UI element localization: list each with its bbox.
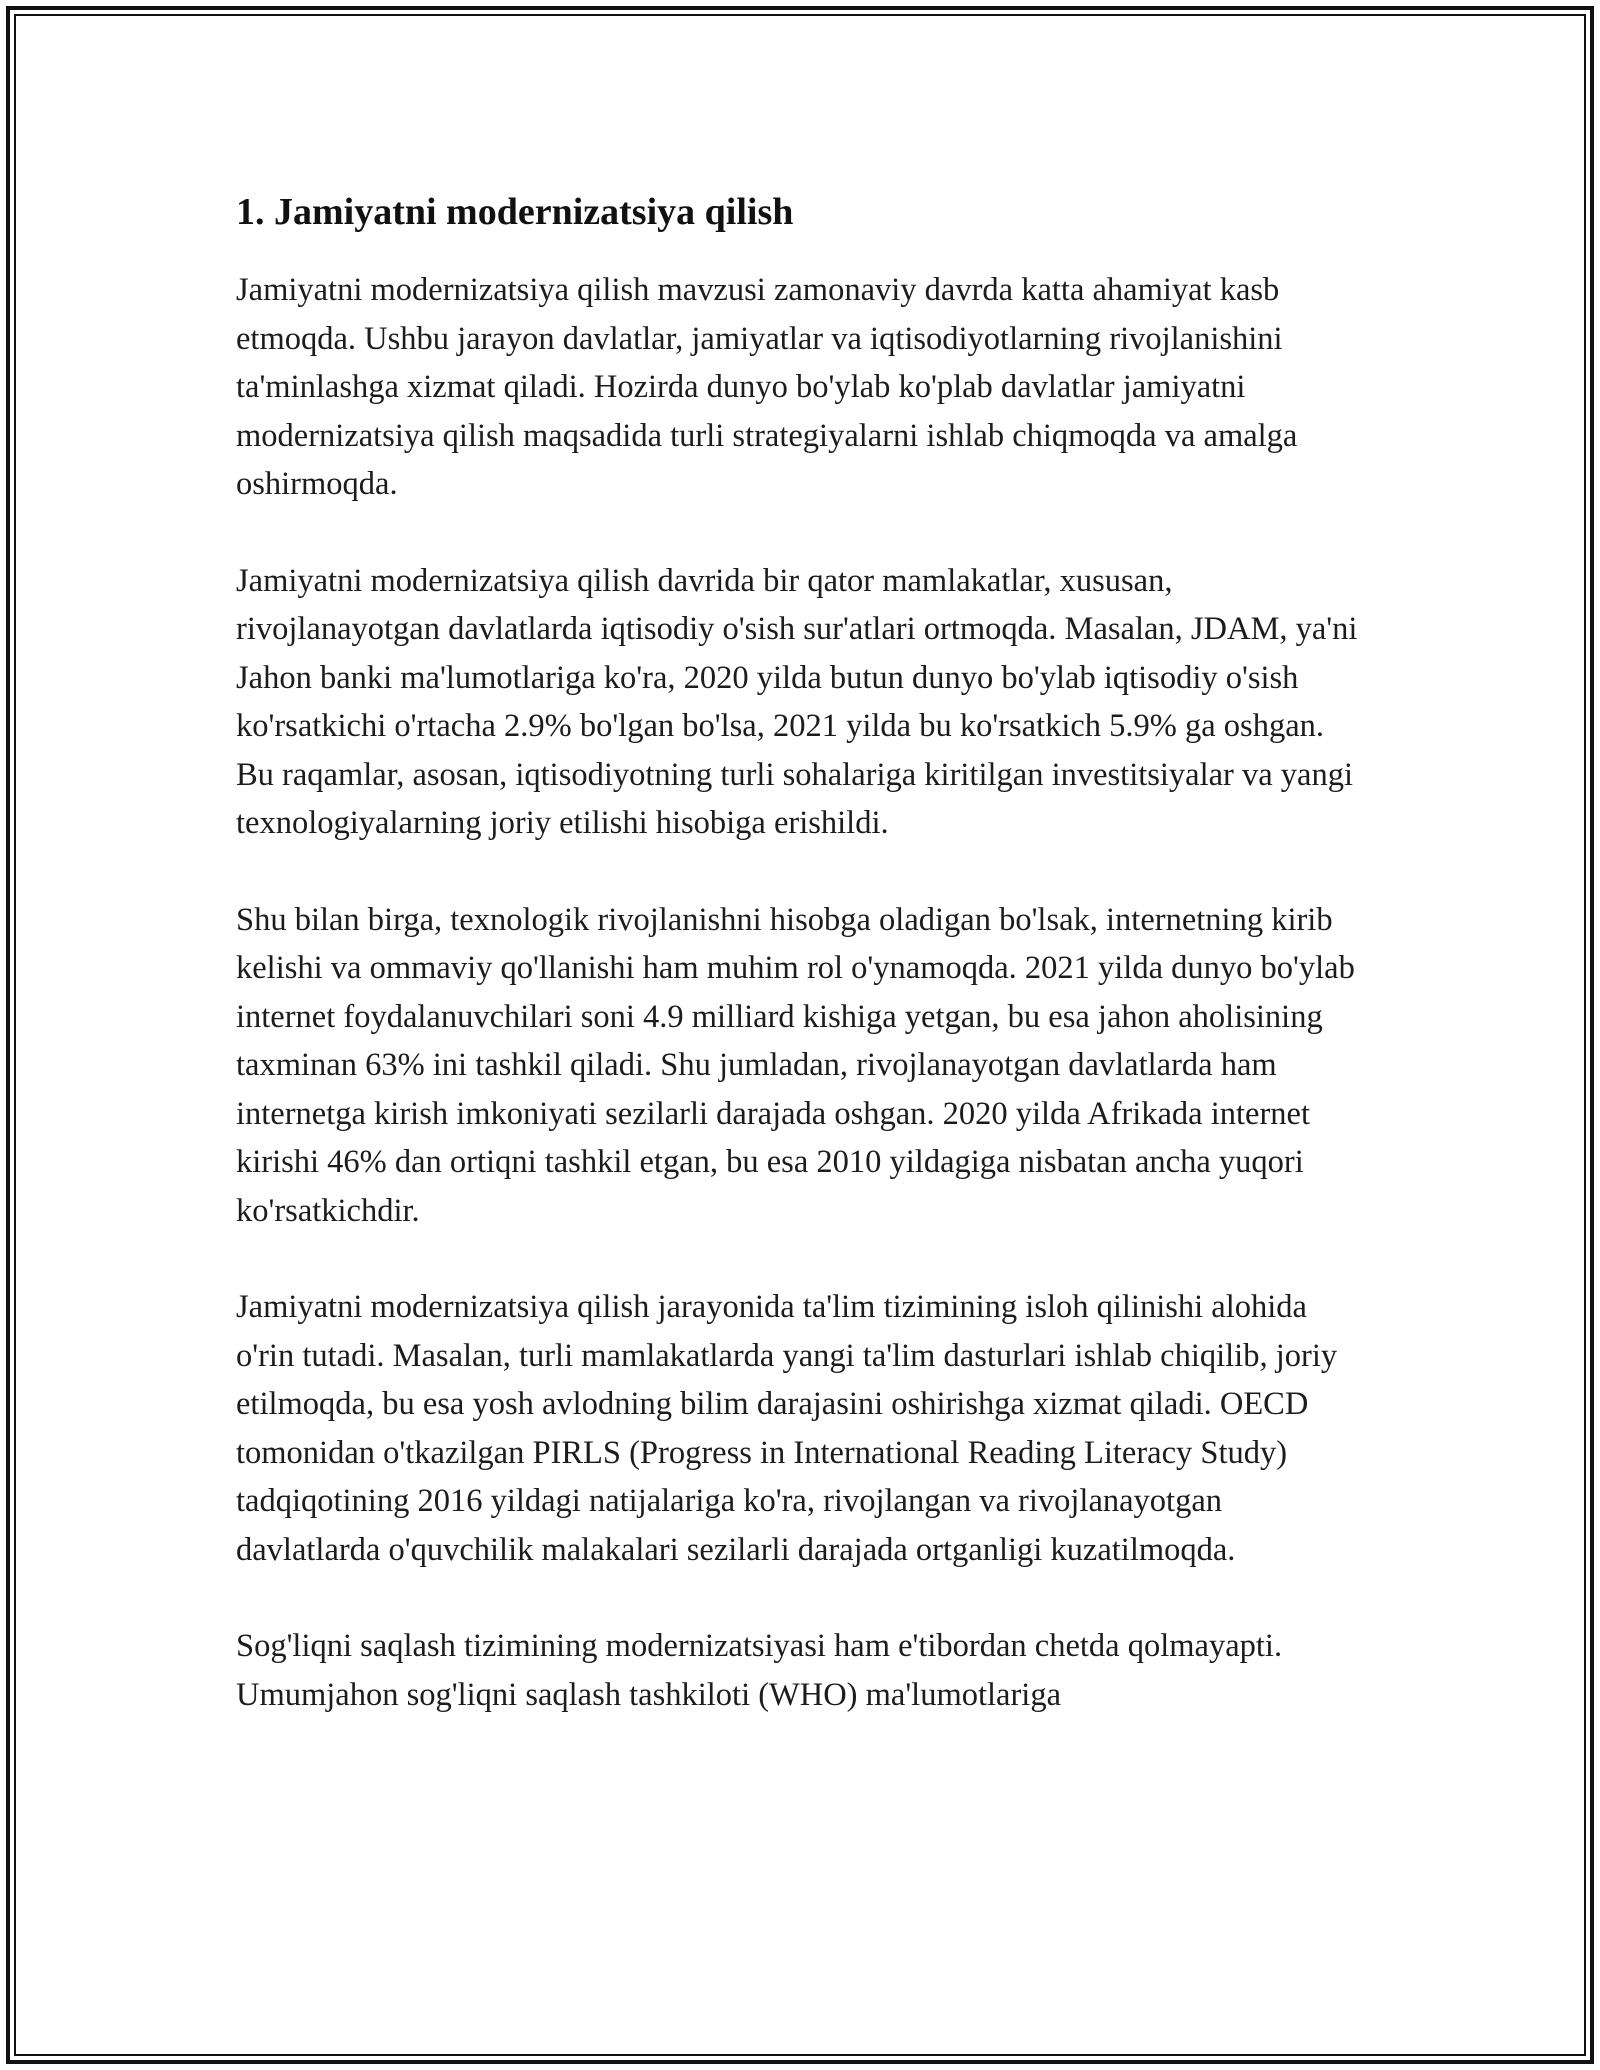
document-body — [236, 186, 1368, 1767]
paragraph-3: Shu bilan birga, texnologik rivojlanishni hisobga oladigan bo'lsak, internetning kirib kelishi va ommaviy qo'llanishi ham muhim rol o'ynamoqda. 2021 yilda dunyo bo'ylab internet foydalanuvchilari soni 4.9 milliard kishiga yetgan, bu esa jahon aholisining taxminan 63% ini tashkil qiladi. Shu jumladan, rivojlanayotgan davlatlarda ham internetga kirish imkoniyati sezilarli darajada oshgan. 2020 yilda Afrikada internet kirishi 46% dan ortiqni tashkil etgan, bu esa 2010 yildagiga nisbatan ancha yuqori ko'rsatkichdir. — [236, 901, 1355, 1229]
paragraph-4: Jamiyatni modernizatsiya qilish jarayonida ta'lim tizimining isloh qilinishi alohida o'rin tutadi. Masalan, turli mamlakatlarda yangi ta'lim dasturlari ishlab chiqilib, joriy etilmoqda, bu esa yosh avlodning bilim darajasini oshirishga xizmat qiladi. OECD tomonidan o'tkazilgan PIRLS (Progress in International Reading Literacy Study) tadqiqotining 2016 yildagi natijalariga ko'ra, rivojlangan va rivojlanayotgan davlatlarda o'quvchilik malakalari sezilarli darajada ortganligi kuzatilmoqda. — [236, 1289, 1338, 1568]
paragraph-5: Sog'liqni saqlash tizimining modernizatsiyasi ham e'tibordan chetda qolmayapti. Umumjahon sog'liqni saqlash tashkiloti (WHO) ma'lumotlariga — [236, 1628, 1283, 1713]
paragraph-1: Jamiyatni modernizatsiya qilish mavzusi zamonaviy davrda katta ahamiyat kasb etmoqda. Ushbu jarayon davlatlar, jamiyatlar va iqtisodiyotlarning rivojlanishini ta'minlashga xizmat qiladi. Hozirda dunyo bo'ylab ko'plab davlatlar jamiyatni modernizatsiya qilish maqsadida turli strategiyalarni ishlab chiqmoqda va amalga oshirmoqda. — [236, 272, 1298, 502]
section-heading: 1. Jamiyatni modernizatsiya qilish — [236, 191, 794, 233]
paragraph-2: Jamiyatni modernizatsiya qilish davrida bir qator mamlakatlar, xususan, rivojlanayotgan davlatlarda iqtisodiy o'sish sur'atlari ortmoqda. Masalan, JDAM, ya'ni Jahon banki ma'lumotlariga ko'ra, 2020 yilda butun dunyo bo'ylab iqtisodiy o'sish ko'rsatkichi o'rtacha 2.9% bo'lgan bo'lsa, 2021 yilda bu ko'rsatkich 5.9% ga oshgan. Bu raqamlar, asosan, iqtisodiyotning turli sohalariga kiritilgan investitsiyalar va yangi texnologiyalarning joriy etilishi hisobiga erishildi. — [236, 562, 1358, 841]
